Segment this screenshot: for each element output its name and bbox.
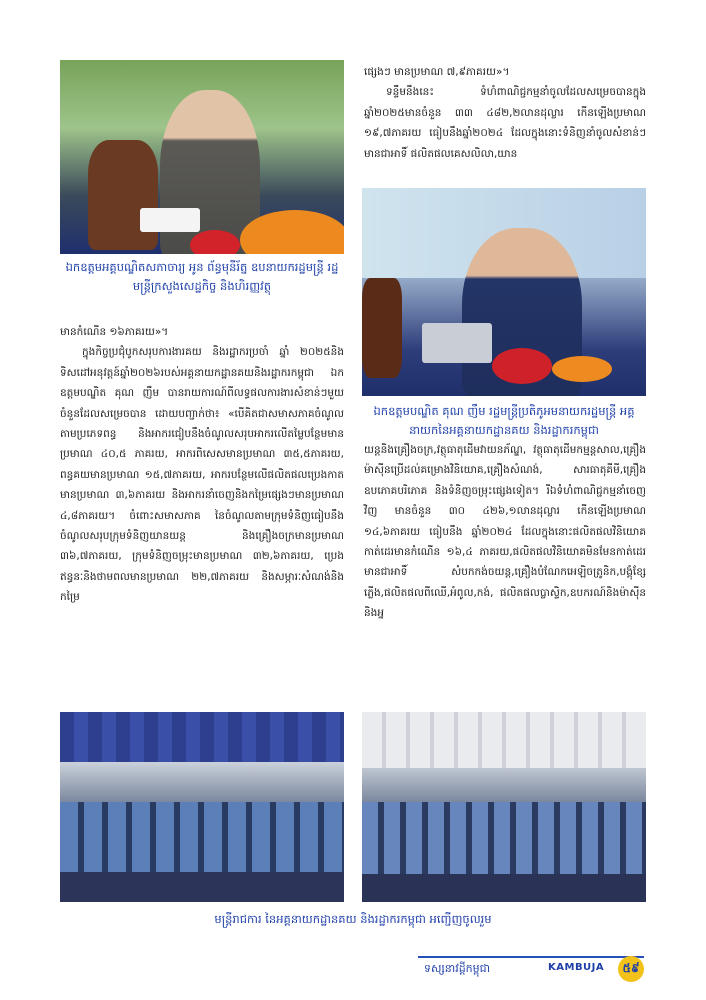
paragraph: ផ្សេងៗ មានប្រមាណ ៧,៩ភាគរយ»។ [364, 66, 510, 78]
floor [60, 872, 344, 902]
caption-bottom: មន្ត្រីរាជការ នៃអគ្គនាយកដ្ឋានគយ និងរដ្ឋាករកម្ពុជា អញ្ជើញចូលរួម [214, 912, 492, 926]
text-right-bottom [364, 440, 646, 624]
photo-audience-2 [362, 712, 646, 902]
stage-curtains [60, 712, 344, 762]
ceiling-panels [362, 712, 646, 768]
caption-top-left: ឯកឧត្តមអគ្គបណ្ឌិតសភាចារ្យ អូន ព័ន្ធមុនីរ័ត្ន ឧបនាយករដ្ឋមន្ត្រី រដ្ឋមន្ត្រីក្រសួងសេដ្ឋកិច្ច និងហិរញ្ញវត្ថុ [65, 260, 339, 293]
text-left-column [60, 322, 344, 608]
chair-back [362, 278, 402, 378]
footer-brand: KAMBUJA [548, 962, 605, 973]
footer-rule [418, 956, 644, 958]
paragraph: មានកំណើន ១៦ភាគរយ»។ [60, 326, 169, 338]
chair-back [88, 140, 158, 250]
page-number: ៥៩ [618, 956, 644, 982]
footer-title: ទស្សនាវដ្តីកម្ពុជា [424, 962, 491, 975]
photo-speaker-2 [362, 188, 646, 396]
photo-speaker-1 [60, 60, 344, 254]
nameplate [140, 208, 200, 232]
flower-red [190, 230, 240, 254]
floor [362, 874, 646, 902]
paragraph: ក្នុងកិច្ចប្រជុំបូកសរុបការងារគយ និងរដ្ឋាករប្រចាំ ឆ្នាំ ២០២៥និងទិសដៅអនុវត្តន៍ឆ្នាំ២០២៦របស់អគ្គនាយកដ្ឋានគយនិងរដ្ឋាករកម្ពុជា ឯកឧត្តមបណ្ឌិត គុណ ញឹម បានរាយការណ៍ពីលទ្ធផលការងារសំខាន់ៗមួយចំនួនដែលសម្រេចបាន ដោយបញ្ជាក់ថា៖ «បើគិតជាសមាសភាគចំណូលតាមប្រភេទពន្ធ និងអាករជៀបនឹងចំណូលសរុបអាករលើតម្លៃបន្ថែមមានប្រមាណ ៤០,៥ ភាគរយ, អាករពិសេសមានប្រមាណ ៣៥,៥ភាគរយ, ពន្ធគយមានប្រមាណ ១៥,៧ភាគរយ, អាករបន្ថែមលើផលិតផលប្រេងកាតមានប្រមាណ ៣,៦ភាគរយ និងអាករនាំចេញនិងកម្រៃផ្សេងៗមានប្រមាណ ៤,៨ភាគរយ។ ចំពោះសមាសភាគ នៃចំណូលតាមក្រុមទំនិញធៀបនឹងចំណូលសរុបក្រុមទំនិញយានយន្ត និងគ្រឿងចក្រមានប្រមាណ ៣៦,៧ភាគរយ, ក្រុមទំនិញចម្រុះមានប្រមាណ ៣២,៦ភាគរយ, ប្រេងឥន្ធនៈនិងថាមពលមានប្រមាណ ២២,៧ភាគរយ និងសម្ភារៈសំណង់និងកម្រៃ [60, 346, 344, 604]
paragraph: ទន្ទឹមនឹងនេះ ទំហំពាណិជ្ជកម្មនាំចូលដែលសម្រេចបានក្នុងឆ្នាំ២០២៥មានចំនួន ៣៣ ៤៨២,២លានដុល្លារ កើនឡើងប្រមាណ ១៩,៧ភាគរយ ធៀបនឹងឆ្នាំ២០២៤ ដែលក្នុងនោះទំនិញនាំចូលសំខាន់ៗមានជាអាទិ៍ ផលិតផលគេសលិលា,យាន [364, 86, 646, 160]
caption-top-right: ឯកឧត្តមបណ្ឌិត គុណ ញឹម រដ្ឋមន្ត្រីប្រតិភូអមនាយករដ្ឋមន្ត្រី អគ្គនាយកនៃអគ្គនាយកដ្ឋានគយ និងរដ្ឋាករកម្ពុជា [373, 404, 635, 437]
paragraph: យន្តនិងគ្រឿងចក្រ,វត្ថុធាតុដើមវាយនភ័ណ្ឌ, វត្ថុធាតុដើមកម្មន្តសាល,គ្រឿងម៉ាស៊ីនប្រើដល់គម្រោងវិនិយោគ,គ្រឿងសំណង់, សារធាតុគីមី,គ្រឿងឧបភោគបរិភោគ និងទំនិញចម្រុះផ្សេងទៀត។ រីឯទំហំពាណិជ្ជកម្មនាំចេញវិញ មានចំនួន ៣០ ៤២៦,១លានដុល្លារ កើនឡើងប្រមាណ ១៤,៦ភាគរយ ធៀបនឹង ឆ្នាំ២០២៤ ដែលក្នុងនោះផលិតផលវិនិយោគកាត់ដេរមានកំណើន ១៦,៤ ភាគរយ,ផលិតផលវិនិយោគមិនមែនកាត់ដេរមានជាអាទិ៍ សំបកកង់ចយន្ត,គ្រឿងបំណែកអេឡិចត្រូនិក,បង្គុំខ្សែភ្លើង,ផលិតផលពីឈើ,អំពូល,កង់, ផលិតផលប្លាស្ទិក,ឧបករណ៍និងម៉ាស៊ីននិងអ្ន [364, 444, 646, 620]
text-right-top [364, 62, 646, 164]
laptop [422, 323, 492, 363]
flower-orange [552, 356, 612, 382]
photo-audience-1 [60, 712, 344, 902]
flower-red [492, 348, 552, 384]
